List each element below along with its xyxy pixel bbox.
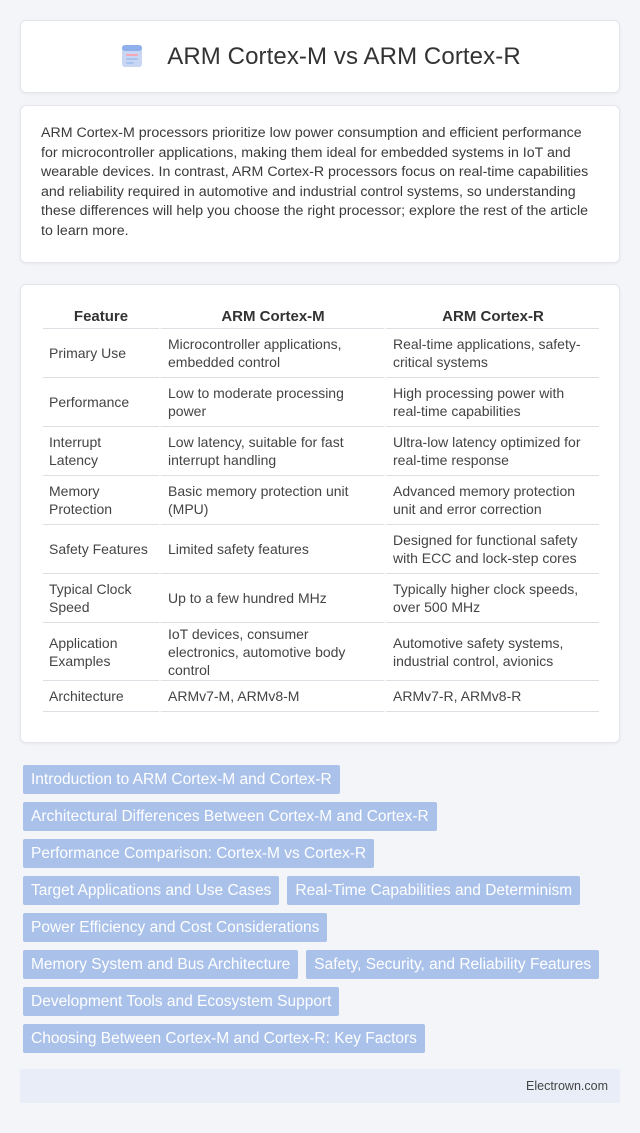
feature-cell: Typical Clock Speed: [43, 574, 159, 623]
comparison-table: [43, 303, 599, 712]
intro-card: [20, 105, 620, 263]
toc-link-memory-system[interactable]: Memory System and Bus Architecture: [23, 950, 298, 979]
toc-link-real-time-capabilities[interactable]: Real-Time Capabilities and Determinism: [287, 876, 580, 905]
table-header-row: [43, 303, 599, 329]
toc-link-development-tools[interactable]: Development Tools and Ecosystem Support: [23, 987, 339, 1016]
cortex-m-cell: Low to moderate processing power: [159, 378, 384, 427]
cortex-m-cell: Up to a few hundred MHz: [159, 574, 384, 623]
toc-row: [20, 876, 620, 905]
cortex-r-cell: Typically higher clock speeds, over 500 MHz: [384, 574, 599, 623]
cortex-r-cell: Real-time applications, safety-critical systems: [384, 329, 599, 378]
title-wrap: [119, 43, 521, 71]
feature-cell: Safety Features: [43, 525, 159, 574]
header-cortex-r: ARM Cortex-R: [384, 303, 599, 329]
table-row: [43, 329, 599, 378]
table-row: [43, 574, 599, 623]
toc-link-architectural-differences[interactable]: Architectural Differences Between Cortex-M and Cortex-R: [23, 802, 437, 831]
table-row: [43, 623, 599, 681]
feature-cell: Application Examples: [43, 623, 159, 681]
feature-cell: Performance: [43, 378, 159, 427]
cortex-r-cell: Advanced memory protection unit and error correction: [384, 476, 599, 525]
table-of-contents: [20, 765, 620, 1061]
toc-link-power-efficiency[interactable]: Power Efficiency and Cost Considerations: [23, 913, 327, 942]
table-row: [43, 476, 599, 525]
feature-cell: Memory Protection: [43, 476, 159, 525]
toc-row: [20, 987, 620, 1016]
toc-link-choosing-between[interactable]: Choosing Between Cortex-M and Cortex-R: Key Factors: [23, 1024, 425, 1053]
header-cortex-m: ARM Cortex-M: [159, 303, 384, 329]
cortex-m-cell: IoT devices, consumer electronics, automotive body control: [159, 623, 384, 681]
cortex-r-cell: High processing power with real-time capabilities: [384, 378, 599, 427]
document-icon: [119, 43, 145, 69]
table-row: [43, 525, 599, 574]
comparison-table-card: [20, 284, 620, 743]
intro-paragraph: ARM Cortex-M processors prioritize low power consumption and efficient performance for microcontroller applications, making them ideal for embedded systems in IoT and wearable devices. In contrast, ARM Cortex-R processors focus on real-time capabilities and reliability required in automotive and industrial control systems, so understanding these differences will help you choose the right processor; explore the rest of the article to learn more.: [41, 125, 589, 239]
cortex-m-cell: Limited safety features: [159, 525, 384, 574]
cortex-m-cell: Basic memory protection unit (MPU): [159, 476, 384, 525]
toc-row: [20, 950, 620, 979]
toc-row: [20, 765, 620, 794]
page-title: ARM Cortex-M vs ARM Cortex-R: [167, 42, 521, 70]
table-row: [43, 681, 599, 712]
cortex-m-cell: ARMv7-M, ARMv8-M: [159, 681, 384, 712]
toc-link-introduction[interactable]: Introduction to ARM Cortex-M and Cortex-R: [23, 765, 340, 794]
table-row: [43, 378, 599, 427]
toc-row: [20, 913, 620, 942]
footer: [20, 1069, 620, 1103]
cortex-r-cell: Automotive safety systems, industrial control, avionics: [384, 623, 599, 681]
feature-cell: Interrupt Latency: [43, 427, 159, 476]
feature-cell: Primary Use: [43, 329, 159, 378]
footer-brand[interactable]: Electrown.com: [526, 1079, 608, 1093]
feature-cell: Architecture: [43, 681, 159, 712]
cortex-r-cell: Designed for functional safety with ECC and lock-step cores: [384, 525, 599, 574]
toc-row: [20, 802, 620, 831]
toc-row: [20, 1024, 620, 1053]
toc-link-safety-security[interactable]: Safety, Security, and Reliability Features: [306, 950, 599, 979]
toc-row: [20, 839, 620, 868]
cortex-r-cell: Ultra-low latency optimized for real-time response: [384, 427, 599, 476]
toc-link-target-applications[interactable]: Target Applications and Use Cases: [23, 876, 279, 905]
cortex-r-cell: ARMv7-R, ARMv8-R: [384, 681, 599, 712]
toc-link-performance-comparison[interactable]: Performance Comparison: Cortex-M vs Cortex-R: [23, 839, 374, 868]
header-card: [20, 20, 620, 93]
cortex-m-cell: Microcontroller applications, embedded control: [159, 329, 384, 378]
cortex-m-cell: Low latency, suitable for fast interrupt handling: [159, 427, 384, 476]
table-row: [43, 427, 599, 476]
header-feature: Feature: [43, 303, 159, 329]
